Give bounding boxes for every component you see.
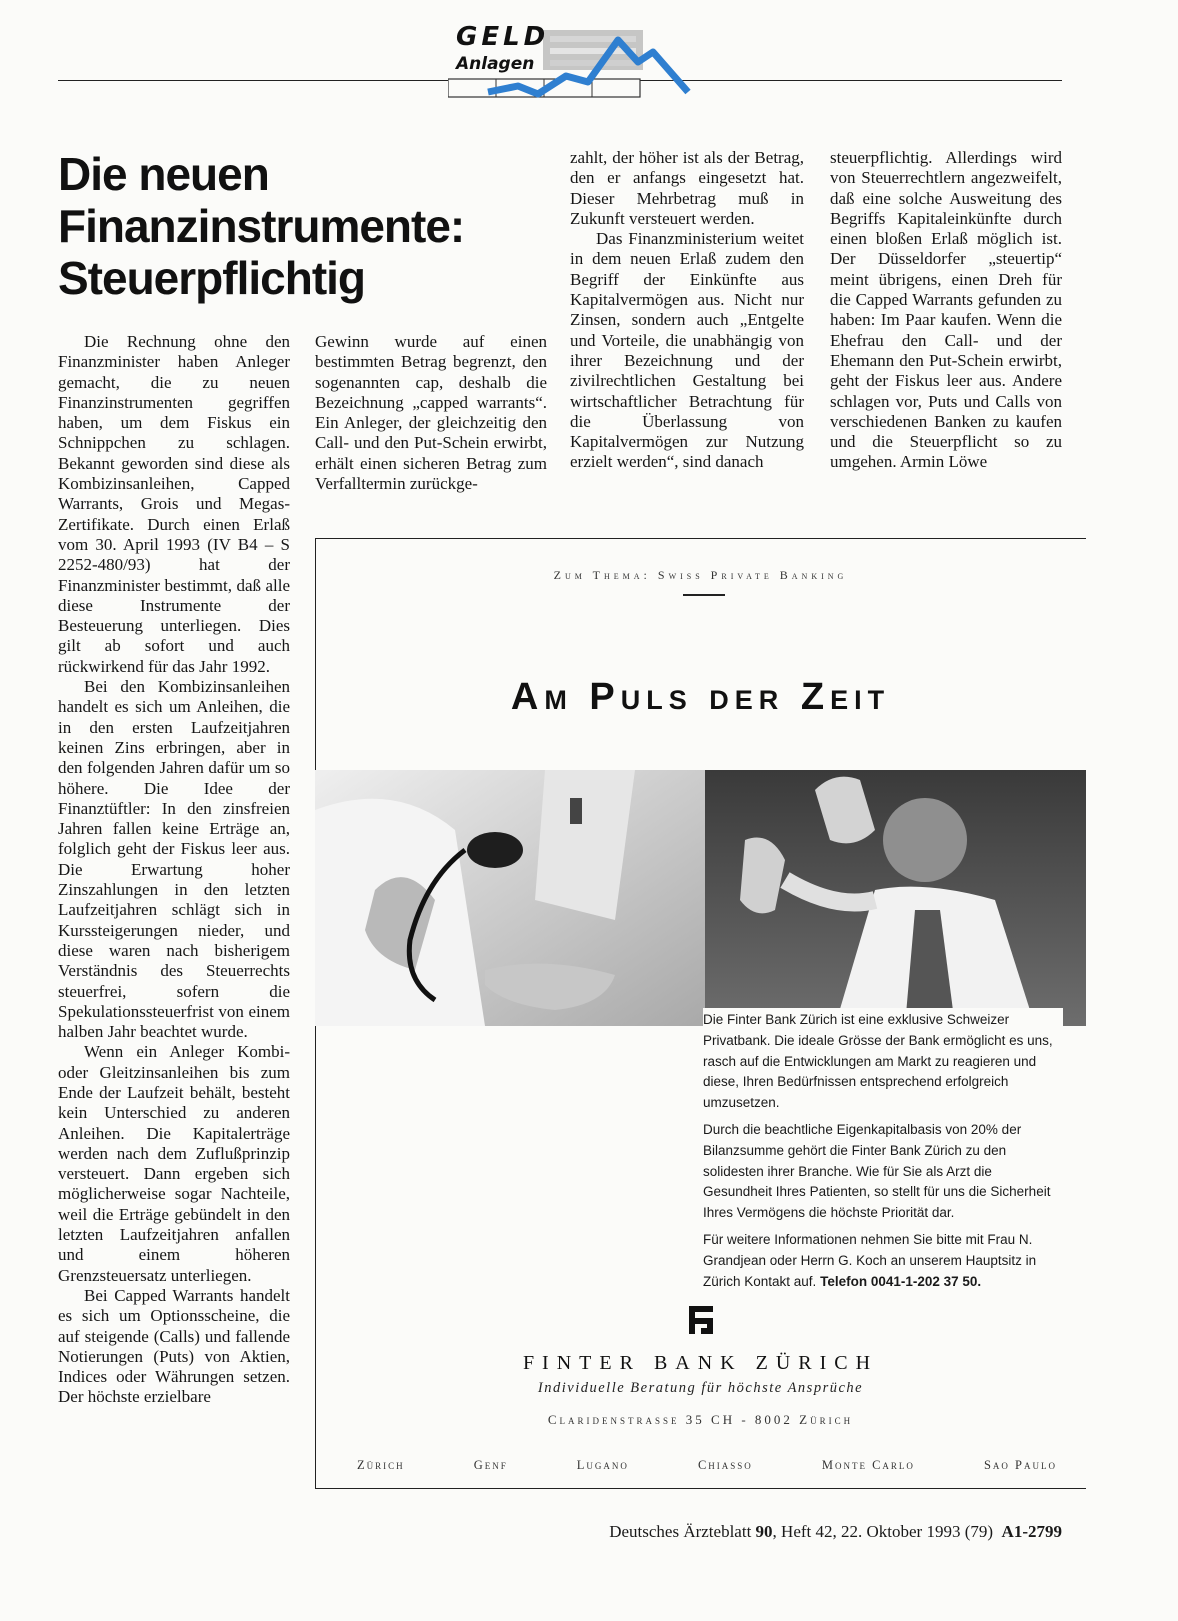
article-column-1 — [58, 332, 290, 1408]
article-column-2 — [315, 332, 547, 494]
advertisement — [315, 538, 1086, 1490]
ad-headline: Am Puls der Zeit — [510, 676, 891, 718]
bank-slogan: Individuelle Beratung für höchste Ansprüche — [537, 1380, 864, 1396]
paragraph: Bei Capped Warrants handelt es sich um Optionsscheine, die auf steigende (Calls) und fallende Notierungen (Puts) von Aktien, Indices oder Währungen setzen. Der höchste erzielbare — [58, 1285, 290, 1407]
city-item: Monte Carlo — [821, 1458, 915, 1472]
header-rule-right — [640, 80, 1062, 81]
ad-bottom-rule — [315, 1488, 1086, 1489]
paragraph: Bei den Kombizinsanleihen handelt es sich um Anleihen, die in den ersten Laufzeitjahren keinen Zins erbringen, aber in den folgenden Jahren dafür um so höhere. Die Idee der Finanztüftler: In den zinsfreien Jahren fallen keine Erträge an, folglich geht der Fiskus leer aus. Die Erwartung hoher Zinszahlungen in den letzten Laufzeitjahren schlägt sich in Kurssteigerungen nieder, und diese waren nach bisherigem Verständnis des Steuerrechts steuerfrei, sofern die Spekulationssteuerfrist von einem halben Jahr beachtet wurde. — [58, 677, 290, 1042]
city-item: Genf — [473, 1458, 508, 1472]
footer-issue: , Heft 42, 22. Oktober 1993 (79) — [772, 1522, 994, 1541]
ad-theme-line: Zum Thema: Swiss Private Banking — [553, 568, 848, 582]
ad-top-rule — [315, 538, 1086, 539]
footer-page-number: A1-2799 — [1001, 1522, 1062, 1541]
logo-text-geld: GELD — [456, 22, 550, 52]
footer-volume: 90 — [755, 1522, 773, 1541]
article-headline: Die neuen Finanzinstrumente: Steuerpflichtig — [58, 148, 465, 304]
finter-bank-logo-icon — [681, 1300, 721, 1340]
city-item: Sao Paulo — [983, 1458, 1057, 1472]
page-footer — [536, 1522, 1062, 1542]
paragraph: Gewinn wurde auf einen bestimmten Betrag begrenzt, den sogenannten cap, deshalb die Bezeichnung „capped warrants“. Ein Anleger, der gleichzeitig den Call- und den Put-Schein erwirbt, erhält einen sicheren Betrag zum Verfalltermin zurückge- — [315, 332, 547, 494]
ad-theme-underline — [683, 594, 725, 596]
section-logo — [448, 22, 693, 102]
ad-phone-number: Telefon 0041-1-202 37 50. — [820, 1273, 982, 1289]
ad-contact-text: Für weitere Informationen nehmen Sie bitte mit Frau N. Grandjean oder Herrn G. Koch an unserem Hauptsitz in Zürich Kontakt auf. — [703, 1231, 1037, 1289]
article-column-3 — [570, 148, 804, 473]
paragraph: Wenn ein Anleger Kombi- oder Gleitzinsanleihen bis zum Ende der Laufzeit behält, besteht kein Unterschied zu anderen Anleihen. Die Kapitalerträge werden nach dem Zuflußprinzip versteuert. Dann ergeben sich möglicherweise sogar Nachteile, weil die Erträge gebündelt in den letzten Laufzeitjahren anfallen und einem höheren Grenzsteuersatz unterliegen. — [58, 1042, 290, 1285]
article-column-4 — [830, 148, 1062, 473]
ad-photo — [315, 770, 1086, 1026]
paragraph: zahlt, der höher ist als der Betrag, den er anfangs eingesetzt hat. Dieser Mehrbetrag muß in Zukunft versteuert werden. — [570, 148, 804, 228]
ad-paragraph: Durch die beachtliche Eigenkapitalbasis von 20% der Bilanzsumme gehört die Finter Bank Zürich zu den solidesten ihrer Branche. Wie für Sie als Arzt die Gesundheit Ihres Patienten, so stellt für uns die Sicherheit Ihres Vermögens die höchste Priorität dar. — [703, 1121, 1051, 1221]
ad-body-text — [703, 1008, 1063, 1298]
bank-locations — [357, 1458, 1057, 1473]
header-rule-left — [58, 80, 448, 81]
paragraph: steuerpflichtig. Allerdings wird von Steuerrechtlern angezweifelt, daß eine solche Ausweitung des Begriffs Kapitaleinkünfte durch einen bloßen Erlaß möglich ist. Der Düsseldorfer „steuertip“ meint übrigens, einen Dreh für die Capped Warrants gefunden zu haben: Im Paar kaufen. Wenn die Ehefrau den Call- und der Ehemann den Put-Schein erwirbt, geht der Fiskus leer aus. Andere schlagen vor, Puts und Calls von verschiedenen Banken zu kaufen und die Steuerpflicht so zu umgehen. Armin Löwe — [830, 148, 1062, 472]
logo-text-anlagen: Anlagen — [456, 54, 535, 74]
bank-address: Claridenstrasse 35 CH - 8002 Zürich — [547, 1412, 854, 1427]
paragraph: Die Rechnung ohne den Finanzminister haben Anleger gemacht, die zu neuen Finanzinstrumenten gegriffen haben, um dem Fiskus ein Schnippchen zu schlagen. Bekannt geworden sind diese als Kombizinsanleihen, Capped Warrants, Grois und Megas-Zertifikate. Durch einen Erlaß vom 30. April 1993 (IV B4 – S 2252-480/93) hat der Finanzminister bestimmt, daß alle diese Instrumente der Besteuerung unterliegen. Dies gilt ab sofort und auch rückwirkend für das Jahr 1992. — [58, 332, 290, 676]
footer-journal: Deutsches Ärzteblatt — [609, 1522, 752, 1541]
ad-contact-paragraph — [703, 1230, 1063, 1292]
paragraph: Das Finanzministerium weitet in dem neuen Erlaß zudem den Begriff der Einkünfte aus Kapitalvermögen aus. Nicht nur Zinsen, sondern auch „Entgelte und Vorteile, die unabhängig von ihrer Bezeichnung und der zivilrechtlichen Gestaltung bei wirtschaftlicher Betrachtung für die Überlassung von Kapitalvermögen zur Nutzung erzielt werden“, sind danach — [570, 229, 804, 472]
bank-name: FINTER BANK ZÜRICH — [522, 1352, 879, 1374]
city-item: Chiasso — [697, 1458, 753, 1472]
doctor-and-broker-photo-icon — [315, 770, 1086, 1026]
city-item: Lugano — [576, 1458, 629, 1472]
ad-paragraph: Die Finter Bank Zürich ist eine exklusive Schweizer Privatbank. Die ideale Grösse der Bank ermöglicht es uns, rasch auf die Entwicklungen am Markt zu reagieren und diese, Ihren Bedürfnissen entsprechend erfolgreich umzusetzen. — [703, 1012, 1053, 1111]
city-item: Zürich — [357, 1458, 405, 1472]
